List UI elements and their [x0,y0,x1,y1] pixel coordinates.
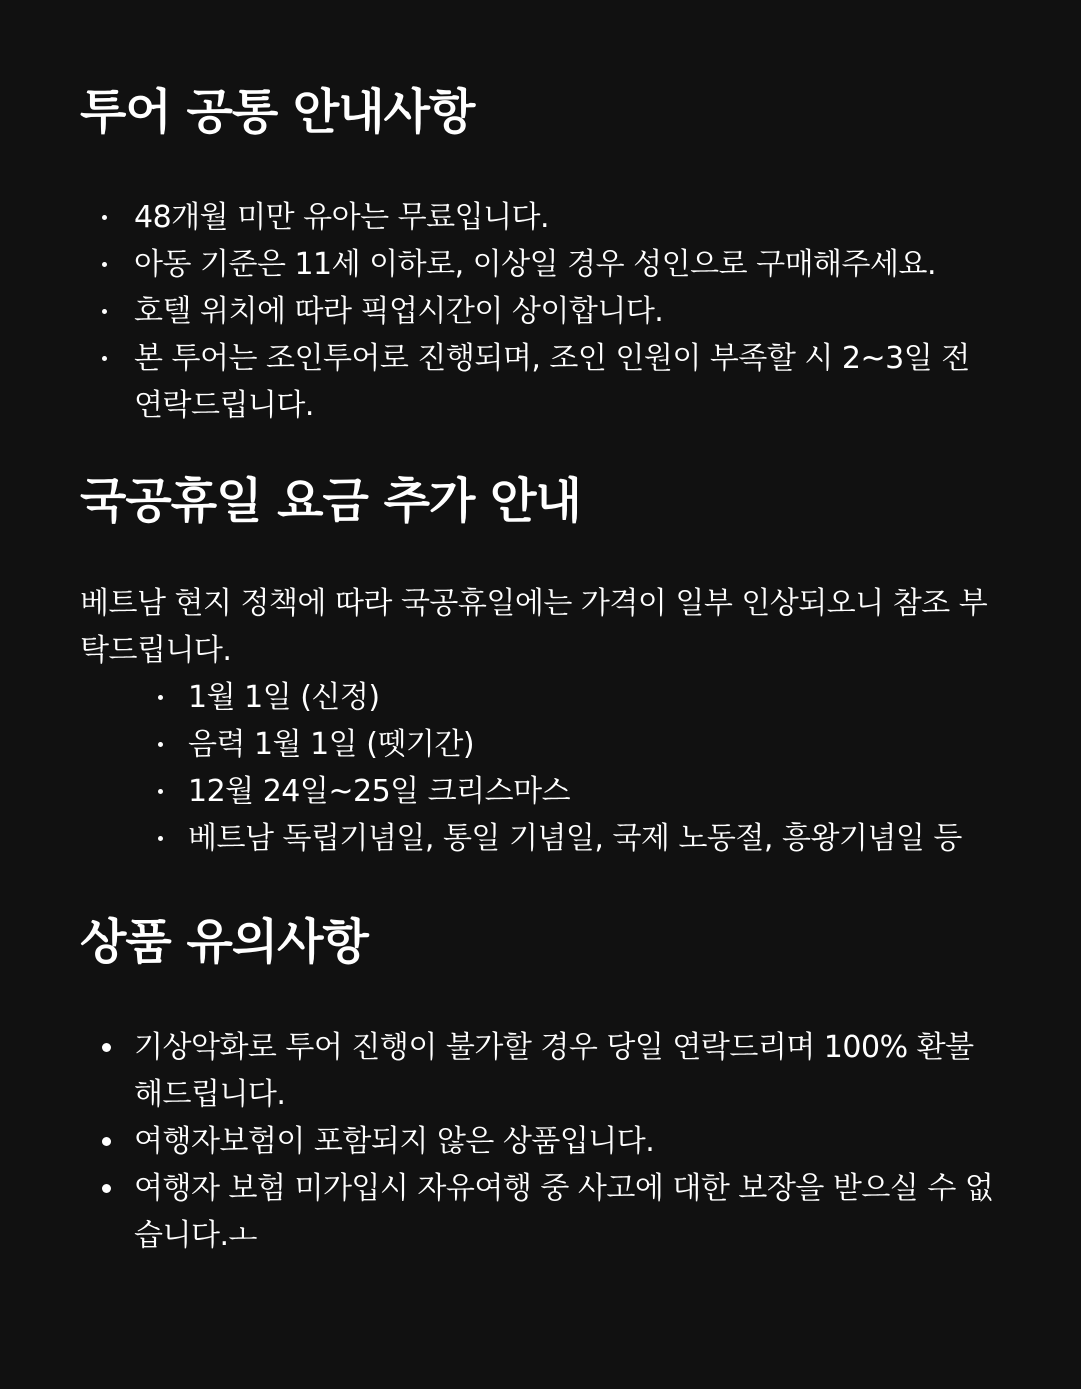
section-title-holiday-surcharge: 국공휴일 요금 추가 안내 [80,472,581,529]
section-title-common-notice: 투어 공통 안내사항 [80,84,475,140]
product-caution-list [80,1024,1001,1259]
list-item: 여행자보험이 포함되지 않은 상품입니다. [134,1118,1001,1165]
section-title-product-caution: 상품 유의사항 [80,914,368,971]
list-item: 본 투어는 조인투어로 진행되며, 조인 인원이 부족할 시 2~3일 전 연락드립니다. [134,335,1001,429]
list-item: 호텔 위치에 따라 픽업시간이 상이합니다. [134,288,1001,335]
list-item: 아동 기준은 11세 이하로, 이상일 경우 성인으로 구매해주세요. [134,241,1001,288]
list-item: 기상악화로 투어 진행이 불가할 경우 당일 연락드리며 100% 환불해드립니다. [134,1024,1001,1118]
holiday-list [80,674,1001,862]
holiday-intro-text: 베트남 현지 정책에 따라 국공휴일에는 가격이 일부 인상되오니 참조 부탁드립니다. [80,586,988,669]
common-notice-list [80,194,1001,429]
list-item: 여행자 보험 미가입시 자유여행 중 사고에 대한 보장을 받으실 수 없습니다.ㅗ [134,1165,1001,1259]
list-item: 1월 1일 (신정) [188,674,1001,721]
list-item: 12월 24일~25일 크리스마스 [188,768,1001,815]
list-item: 48개월 미만 유아는 무료입니다. [134,194,1001,241]
list-item: 베트남 독립기념일, 통일 기념일, 국제 노동절, 흥왕기념일 등 [188,815,1001,862]
list-item: 음력 1월 1일 (뗏기간) [188,721,1001,768]
